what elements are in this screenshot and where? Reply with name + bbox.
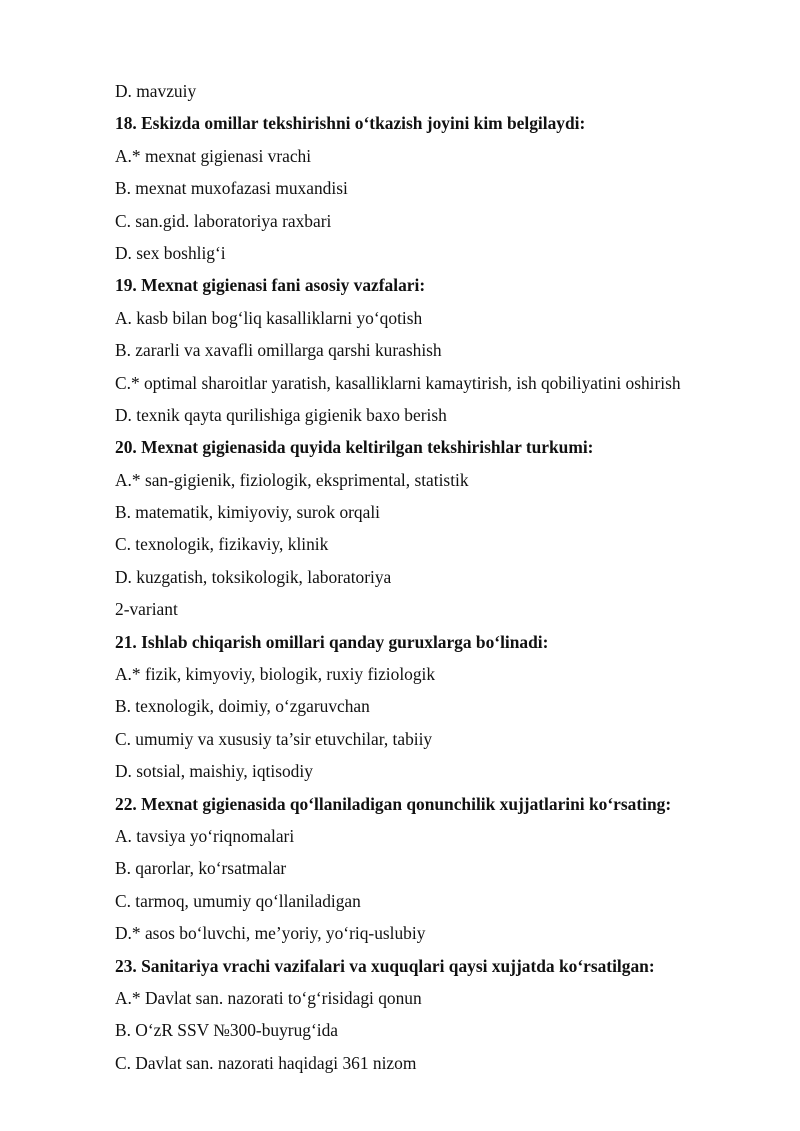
- answer-option: B. O‘zR SSV №300-buyrug‘ida: [115, 1020, 339, 1041]
- answer-option: C. umumiy va xususiy ta’sir etuvchilar, tabiiy: [115, 728, 433, 749]
- variant-heading: 2-variant: [115, 599, 178, 620]
- answer-option: B. texnologik, doimiy, o‘zgaruvchan: [115, 696, 370, 717]
- answer-option: D. mavzuiy: [115, 81, 197, 101]
- answer-option: A.* fizik, kimyoviy, biologik, ruxiy fiziologik: [115, 664, 436, 685]
- answer-option: A. kasb bilan bog‘liq kasalliklarni yo‘qotish: [115, 307, 423, 328]
- answer-option: D. sotsial, maishiy, iqtisodiy: [115, 761, 313, 782]
- answer-option: B. qarorlar, ko‘rsatmalar: [115, 858, 287, 879]
- question-22: 22. Mexnat gigienasida qo‘llaniladigan qonunchilik xujjatlarini ko‘rsating:: [115, 793, 672, 814]
- question-20: 20. Mexnat gigienasida quyida keltirilgan tekshirishlar turkumi:: [115, 437, 594, 458]
- answer-option: B. mexnat muxofazasi muxandisi: [115, 178, 348, 199]
- answer-option: D.* asos bo‘luvchi, me’yoriy, yo‘riq-uslubiy: [115, 923, 426, 944]
- question-21: 21. Ishlab chiqarish omillari qanday guruxlarga bo‘linadi:: [115, 631, 549, 652]
- question-18: 18. Eskizda omillar tekshirishni o‘tkazish joyini kim belgilaydi:: [115, 113, 586, 134]
- answer-option: C. texnologik, fizikaviy, klinik: [115, 534, 329, 555]
- answer-option: D. sex boshlig‘i: [115, 242, 226, 263]
- answer-option: B. zararli va xavafli omillarga qarshi kurashish: [115, 340, 442, 361]
- answer-option: A.* mexnat gigienasi vrachi: [115, 145, 312, 166]
- answer-option: C.* optimal sharoitlar yaratish, kasalliklarni kamaytirish, ish qobiliyatini oshirish: [115, 372, 681, 393]
- answer-option: D. kuzgatish, toksikologik, laboratoriya: [115, 566, 392, 587]
- answer-option: D. texnik qayta qurilishiga gigienik baxo berish: [115, 404, 447, 425]
- document-content: [115, 75, 755, 1079]
- answer-option: A.* san-gigienik, fiziologik, eksprimental, statistik: [115, 469, 469, 490]
- answer-option: B. matematik, kimiyoviy, surok orqali: [115, 502, 381, 523]
- answer-option: A. tavsiya yo‘riqnomalari: [115, 825, 295, 846]
- answer-option: C. Davlat san. nazorati haqidagi 361 nizom: [115, 1052, 417, 1073]
- answer-option: A.* Davlat san. nazorati to‘g‘risidagi qonun: [115, 987, 422, 1008]
- answer-option: C. san.gid. laboratoriya raxbari: [115, 210, 332, 231]
- question-23: 23. Sanitariya vrachi vazifalari va xuquqlari qaysi xujjatda ko‘rsatilgan:: [115, 955, 655, 976]
- question-19: 19. Mexnat gigienasi fani asosiy vazfalari:: [115, 275, 426, 296]
- answer-option: C. tarmoq, umumiy qo‘llaniladigan: [115, 890, 361, 911]
